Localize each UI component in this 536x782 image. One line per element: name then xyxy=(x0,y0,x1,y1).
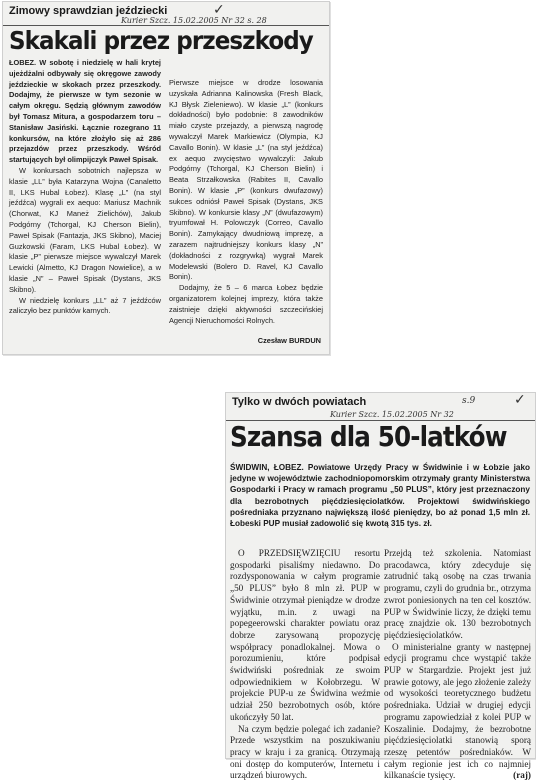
body-paragraph: W konkursach sobotnich najlepsza w klasie „LL” była Katarzyna Wojna (Canaletto II, LKS Hubal Łobez). Klasę „L” (na styl jeźdźca) wygrali ex aequo: Mariusz Machnik (Chorwat, KJ Maneż Zielichów), Jakub Podgórny (Tchorgal, KJ Cherson Bielin), Paweł Spisak (Fantazja, JKS Skibno), Maciej Guzkowski (Faram, LKS Hubal Łobez). W klasie „P” pierwsze miejsce wywalczył Marek Lewicki (Almetto, KJ Dragon Nowielice), a w klasie „N” – Paweł Spisak (Dystans, JKS Skibno). xyxy=(9,165,161,294)
article-column-2 xyxy=(384,548,531,781)
body-paragraph: Dodajmy, że 5 – 6 marca Łobez będzie organizatorem kolejnej imprezy, która także zaistnieje dzięki aktywności szczecińskiej Agencji Nieruchomości Rolnych. xyxy=(169,283,323,325)
article-column-1 xyxy=(230,548,380,781)
article-column-2 xyxy=(169,78,323,332)
body-paragraph: O ministerialne granty w następnej edycji programu chce wystąpić także PUP w Stargardzie. Projekt jest już prawie gotowy, ale jego złożenie zależy od wysokości teoretycznego budżetu pośredniaka. Udział w drugiej edycji programu zapowiedział z kolei PUP w Koszalinie. Dodajmy, że bezrobotne pięćdziesięciolatki stanowią sporą rzeszę petentów pośredniaków. W całym regionie jest ich co najmniej kilkanaście tysięcy. (raj) xyxy=(384,641,531,781)
body-paragraph: O PRZEDSIĘWZIĘCIU resortu gospodarki pisaliśmy niedawno. Do rozdysponowania w całym programie „50 PLUS” było 8 mln zł. PUP w Świdwinie otrzymał pieniądze w drodze wyjątku, m.in. z uwagi na popegeerowski charakter powiatu oraz dobrze zarysowaną propozycję współpracy ponadlokalnej. Mowa o porozumieniu, które podpisał świdwiński pośredniak ze swoim odpowiednikiem w Kołobrzegu. W projekcie PUP-u ze Świdwina weźmie udział 250 bezrobotnych osób, które ukończyły 50 lat. xyxy=(230,548,380,722)
body-paragraph: Pierwsze miejsce w drodze losowania uzyskała Adrianna Kalinowska (Fresh Black, KJ Błysk Zieleniewo). W klasie „L” (konkurs dokładności) było podobnie: 8 zawodników miało czyste przejazdy, a pierwszą nagrodę wywalczył Marek Markiewicz (Olympia, KJ Cavallo Bonin). W klasie „L” (na styl jeźdźca) ex aequo zwycięstwo wywalczyli: Jakub Podgórny (Tchorgal, KJ Cherson Bielin) i Beata Strzałkowska (Rabites II, Cavallo Bonin). W klasie „P” (konkurs dwufazowy) sukces odniósł Paweł Spisak (Dystans, JKS Skibno). W konkursie klasy „N” (dwufazowym) tryumfował H. Polowczyk (Correo, Cavallo Bonin). Zamykający dwudniową imprezę, a zarazem najtrudniejszy konkurs klasy „N” (dokładności z rozgrywką) wygrał Marek Modelewski (Bolero D. Ravel, KJ Cavallo Bonin). xyxy=(169,78,323,282)
article-clipping-skakali xyxy=(2,1,330,355)
article-clipping-szansa xyxy=(225,392,536,781)
article-headline: Szansa dla 50-latków xyxy=(230,420,507,453)
body-paragraph: Przejdą też szkolenia. Natomiast pracodawca, który zdecyduje się zatrudnić taką osobę na czas trwania programu, czyli do grudnia br., otrzyma zwrot poniesionych na ten cel kosztów. PUP w Świdwinie liczy, że dzięki temu pracę znajdzie ok. 130 bezrobotnych pięćdziesięciolatków. xyxy=(384,548,531,640)
article-headline: Skakali przez przeszkody xyxy=(9,26,313,55)
handwritten-date-note: Kurier Szcz. 15.02.2005 Nr 32 xyxy=(330,410,454,419)
check-mark-icon: ✓ xyxy=(514,392,526,408)
author-byline: Czesław BURDUN xyxy=(257,336,321,345)
dateline: ŁOBEZ. xyxy=(9,58,37,67)
body-paragraph: Na czym będzie polegać ich zadanie? Przede wszystkim na poszukiwaniu pracy w kraju i za granicą. Otrzymają oni dostęp do komputerów, Internetu i urządzeń biurowych. xyxy=(230,723,380,781)
body-paragraph: W niedzielę konkurs „LL” aż 7 jeźdźców zaliczyło bez punktów karnych. xyxy=(9,295,161,316)
article-kicker: Tylko w dwóch powiatach xyxy=(232,396,367,408)
lead-paragraph: ŚWIDWIN, ŁOBEZ. Powiatowe Urzędy Pracy w Świdwinie i w Łobzie jako jedyne w województwie zachodniopomorskim otrzymały granty Ministerstwa Gospodarki i Pracy w ramach programu „50 PLUS”, który jest przeznaczony dla bezrobotnych pięćdziesięciolatków. Projektowi świdwińskiego pośredniaka przyznano największą ilość pieniędzy, bo aż ponad 1,5 mln zł. Łobeski PUP musiał zadowolić się kwotą 315 tys. zł. xyxy=(230,463,530,529)
article-column-1 xyxy=(9,58,161,340)
page-number-note: s.9 xyxy=(462,396,476,406)
lead-paragraph: ŁOBEZ. W sobotę i niedzielę w hali krytej ujeżdżalni odbywały się okręgowe zawody jeździeckie w skokach przez przeszkody. Dodajmy, że pierwsze w tym sezonie w całym okręgu. Sędzią głównym zawodów był Tomasz Mitura, a gospodarzem toru – Stanisław Jasiński. Łącznie rozegrano 11 konkursów, na które złożyło się aż 286 przejazdów przez przeszkody. Wśród startujących był olimpijczyk Paweł Spisak. xyxy=(9,58,161,165)
handwritten-date-note: Kurier Szcz. 15.02.2005 Nr 32 s. 28 xyxy=(121,16,267,25)
article-kicker: Zimowy sprawdzian jeździecki xyxy=(9,5,168,17)
author-signature: (raj) xyxy=(513,770,531,781)
check-mark-icon: ✓ xyxy=(213,2,225,18)
